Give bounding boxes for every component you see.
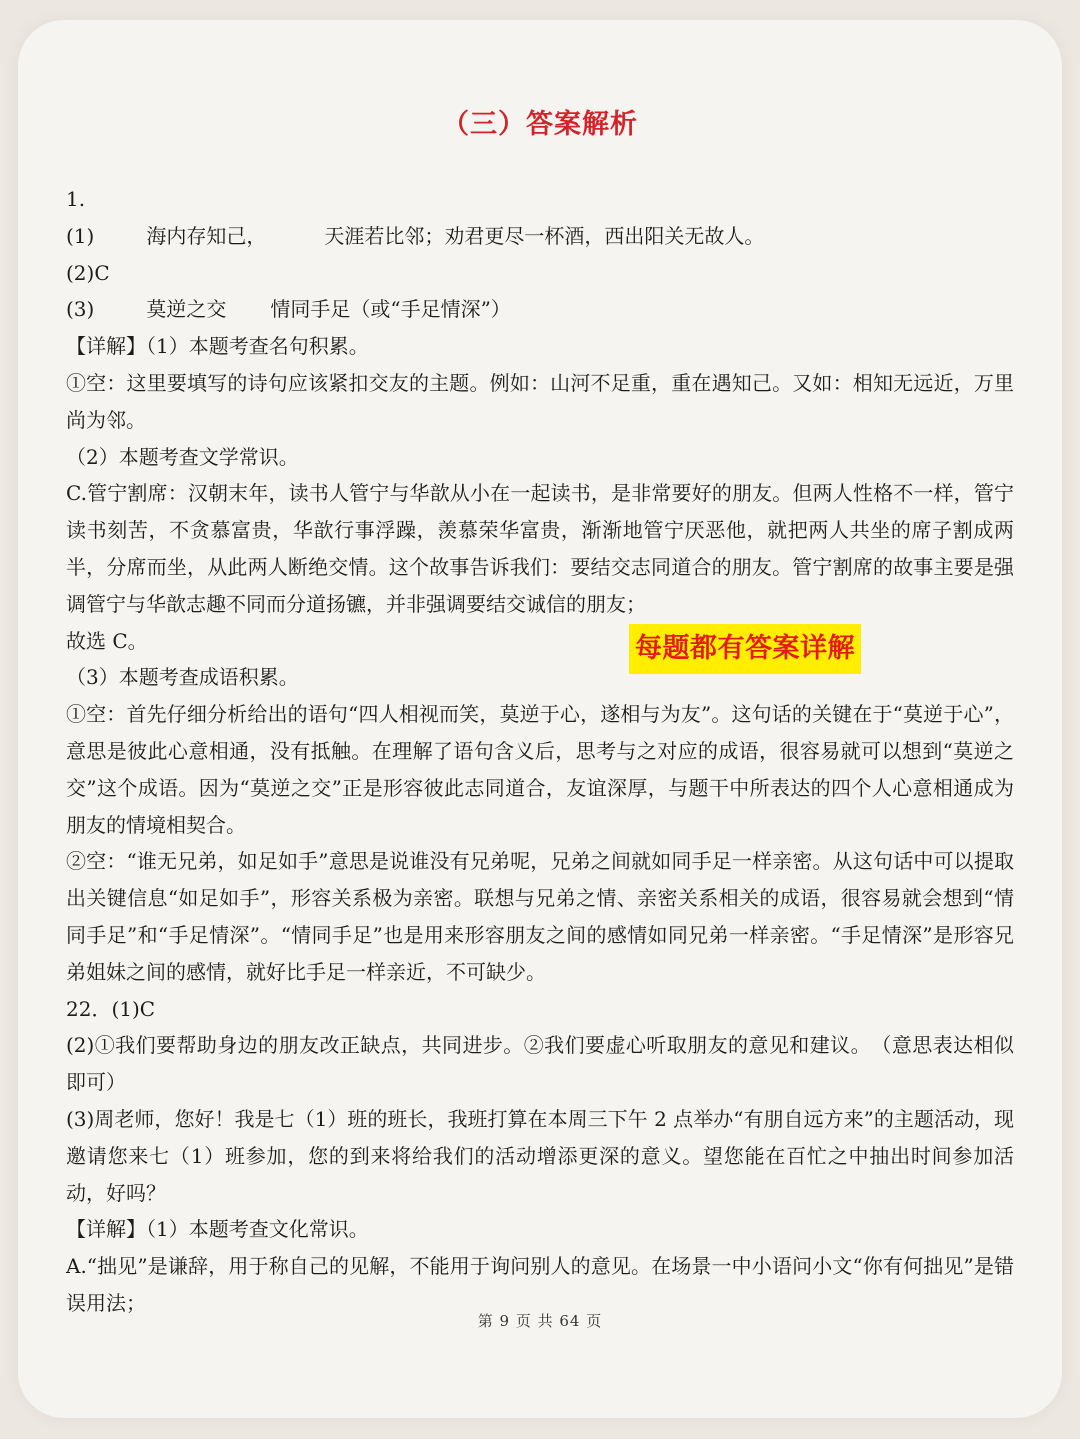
q1-answer-3-label: (3): [66, 297, 95, 322]
q1-answer-3-part1: 莫逆之交: [146, 297, 227, 322]
highlight-banner: 每题都有答案详解: [629, 624, 861, 674]
q1-detail-3a: ①空：首先仔细分析给出的语句“四人相视而笑，莫逆于心，遂相与为友”。这句话的关键在于“莫逆于心”，意思是彼此心意相通，没有抵触。在理解了语句含义后，思考与之对应的成语，很容易就可以想到“莫逆之交”这个成语。因为“莫逆之交”正是形容彼此志同道合，友谊深厚，与题干中所表达的四个人心意相通成为朋友的情境相契合。: [66, 702, 1014, 837]
answer-content: [66, 181, 1014, 1322]
q1-answer-3: [66, 291, 1014, 328]
q1-detail-2-conclusion: 故选 C。: [66, 628, 148, 653]
q1-answer-1: [66, 218, 1014, 255]
q22-answer-1: 22．(1)C: [66, 996, 156, 1021]
q1-detail-3b: ②空：“谁无兄弟，如足如手”意思是说谁没有兄弟呢，兄弟之间就如同手足一样亲密。从这句话中可以提取出关键信息“如足如手”，形容关系极为亲密。联想与兄弟之情、亲密关系相关的成语，很容易就会想到“情同手足”和“手足情深”。“情同手足”也是用来形容朋友之间的感情如同兄弟一样亲密。“手足情深”是形容兄弟姐妹之间的感情，就好比手足一样亲近，不可缺少。: [66, 849, 1014, 984]
q1-answer-3-part2: 情同手足（或“手足情深”）: [270, 297, 511, 322]
q22-detail-1: A.“拙见”是谦辞，用于称自己的见解，不能用于询问别人的意见。在场景一中小语问小文“你有何拙见”是错误用法；: [66, 1254, 1014, 1315]
q1-answer-1-part2: 天涯若比邻；劝君更尽一杯酒，西出阳关无故人。: [324, 223, 765, 248]
page-footer: 第 9 页 共 64 页: [477, 1312, 603, 1330]
q1-detail-2: C.管宁割席：汉朝末年，读书人管宁与华歆从小在一起读书，是非常要好的朋友。但两人性格不一样，管宁读书刻苦，不贪慕富贵，华歆行事浮躁，羡慕荣华富贵，渐渐地管宁厌恶他，就把两人共坐的席子割成两半，分席而坐，从此两人断绝交情。这个故事告诉我们：要结交志同道合的朋友。管宁割席的故事主要是强调管宁与华歆志趣不同而分道扬镳，并非强调要结交诚信的朋友；: [66, 481, 1014, 616]
q22-answer-2: (2)①我们要帮助身边的朋友改正缺点，共同进步。②我们要虚心听取朋友的意见和建议。 （意思表达相似即可）: [66, 1033, 1014, 1095]
q1-answer-1-part1: 海内存知己，: [146, 223, 267, 248]
q1-detail-heading: 【详解】（1）本题考查名句积累。: [66, 334, 369, 359]
q1-number: 1.: [66, 187, 86, 211]
page-title: （三）答案解析: [442, 109, 638, 140]
q1-detail-1: ①空：这里要填写的诗句应该紧扣交友的主题。例如：山河不足重，重在遇知己。又如：相知无远近，万里尚为邻。: [66, 370, 1014, 432]
q1-detail-3-heading: （3）本题考查成语积累。: [66, 665, 299, 690]
q22-answer-3: (3)周老师，您好！我是七（1）班的班长，我班打算在本周三下午 2 点举办“有朋自远方来”的主题活动，现邀请您来七（1）班参加，您的到来将给我们的活动增添更深的意义。望您能在百忙之中抽出时间参加活动，好吗？: [66, 1106, 1014, 1205]
q22-detail-heading: 【详解】（1）本题考查文化常识。: [66, 1217, 369, 1242]
q1-answer-2: (2)C: [66, 260, 110, 285]
q1-answer-1-label: (1): [66, 223, 95, 248]
q1-detail-2-heading: （2）本题考查文学常识。: [66, 444, 299, 469]
